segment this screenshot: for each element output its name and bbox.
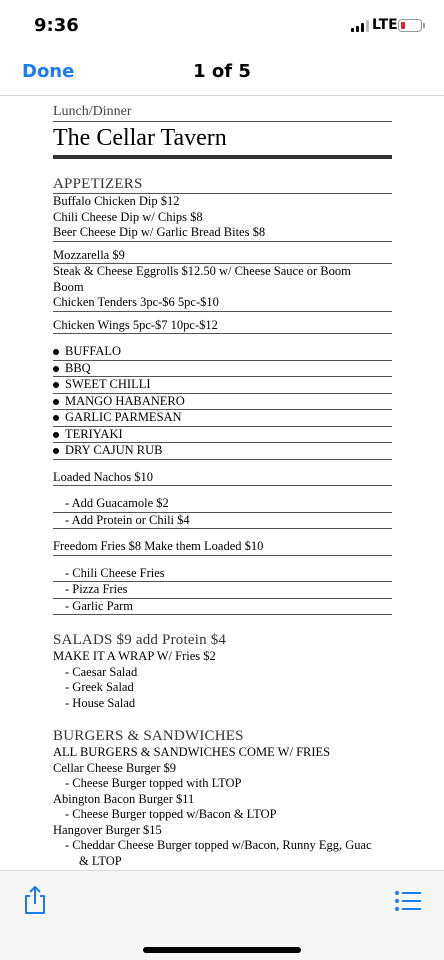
status-bar <box>0 0 444 52</box>
bullet-icon <box>53 415 59 421</box>
wing-sauce-item <box>53 394 392 411</box>
menu-item: Chicken Tenders 3pc-$6 5pc-$10 <box>53 295 392 312</box>
menu-title: The Cellar Tavern <box>53 122 392 159</box>
list-icon[interactable] <box>394 889 422 913</box>
menu-item: Chili Cheese Dip w/ Chips $8 <box>53 209 203 224</box>
network-label: LTE <box>372 17 398 33</box>
wing-sauce-item <box>53 361 392 378</box>
wing-sauce-label: BBQ <box>65 360 91 375</box>
wing-sauce-label: MANGO HABANERO <box>65 393 185 408</box>
menu-item: Mozzarella $9 <box>53 248 392 265</box>
section-heading-appetizers: APPETIZERS <box>53 175 392 194</box>
menu-note: ALL BURGERS & SANDWICHES COME W/ FRIES <box>53 745 331 759</box>
menu-item: Chicken Wings 5pc-$7 10pc-$12 <box>53 318 392 335</box>
bullet-icon <box>53 349 59 355</box>
menu-page <box>53 97 392 900</box>
bullet-icon <box>53 382 59 388</box>
wing-sauce-item <box>53 410 392 427</box>
wing-sauce-label: GARLIC PARMESAN <box>65 410 182 424</box>
section-heading-salads: SALADS $9 add Protein $4 <box>53 632 227 648</box>
menu-item: Buffalo Chicken Dip $12 <box>53 194 180 208</box>
done-button[interactable]: Done <box>22 61 75 82</box>
addon-item: - Add Guacamole $2 <box>53 496 392 513</box>
status-time: 9:36 <box>34 15 79 36</box>
burger-description: & LTOP <box>79 853 122 868</box>
fries-option: - Pizza Fries <box>53 582 392 599</box>
menu-item: Steak & Cheese Eggrolls $12.50 w/ Cheese Sauce or Boom <box>53 264 351 278</box>
burger-name: Cellar Cheese Burger $9 <box>53 760 176 775</box>
bottom-toolbar <box>0 870 444 960</box>
menu-item: Boom <box>53 279 84 294</box>
fries-option: - Garlic Parm <box>53 599 392 616</box>
navigation-bar <box>0 52 444 96</box>
bullet-icon <box>53 366 59 372</box>
addon-item: - Add Protein or Chili $4 <box>53 513 392 530</box>
menu-note: MAKE IT A WRAP W/ Fries $2 <box>53 649 216 663</box>
burger-description: - Cheddar Cheese Burger topped w/Bacon, Runny Egg, Guac <box>65 838 372 852</box>
bullet-icon <box>53 448 59 454</box>
salad-item: - Greek Salad <box>65 680 134 694</box>
document-viewer[interactable] <box>0 97 444 869</box>
burger-name: Abington Bacon Burger $11 <box>53 791 195 806</box>
fries-option: - Chili Cheese Fries <box>53 566 392 583</box>
bullet-icon <box>53 399 59 405</box>
wing-sauce-label: DRY CAJUN RUB <box>65 443 163 457</box>
menu-item: Freedom Fries $8 Make them Loaded $10 <box>53 539 392 556</box>
wing-sauce-item <box>53 377 392 394</box>
burger-description: - Cheese Burger topped with LTOP <box>65 776 242 790</box>
burger-description: - Cheese Burger topped w/Bacon & LTOP <box>65 807 277 821</box>
section-heading-burgers: BURGERS & SANDWICHES <box>53 728 244 744</box>
page-indicator: 1 of 5 <box>193 61 251 82</box>
cellular-signal-icon <box>351 20 369 32</box>
wing-sauce-item <box>53 427 392 444</box>
battery-icon <box>398 19 422 32</box>
wing-sauce-label: TERIYAKI <box>65 426 123 441</box>
menu-item: Loaded Nachos $10 <box>53 470 392 487</box>
home-indicator[interactable] <box>143 947 301 953</box>
wing-sauce-item <box>53 344 392 361</box>
wing-sauce-label: BUFFALO <box>65 344 122 358</box>
burger-name: Hangover Burger $15 <box>53 822 162 837</box>
wing-sauce-item <box>53 443 392 460</box>
bullet-icon <box>53 432 59 438</box>
salad-item: - Caesar Salad <box>65 664 138 679</box>
share-icon[interactable] <box>22 885 48 915</box>
menu-header: Lunch/Dinner <box>53 103 392 122</box>
salad-item: - House Salad <box>65 695 136 710</box>
menu-item: Beer Cheese Dip w/ Garlic Bread Bites $8 <box>53 225 392 242</box>
wing-sauce-label: SWEET CHILLI <box>65 377 151 391</box>
